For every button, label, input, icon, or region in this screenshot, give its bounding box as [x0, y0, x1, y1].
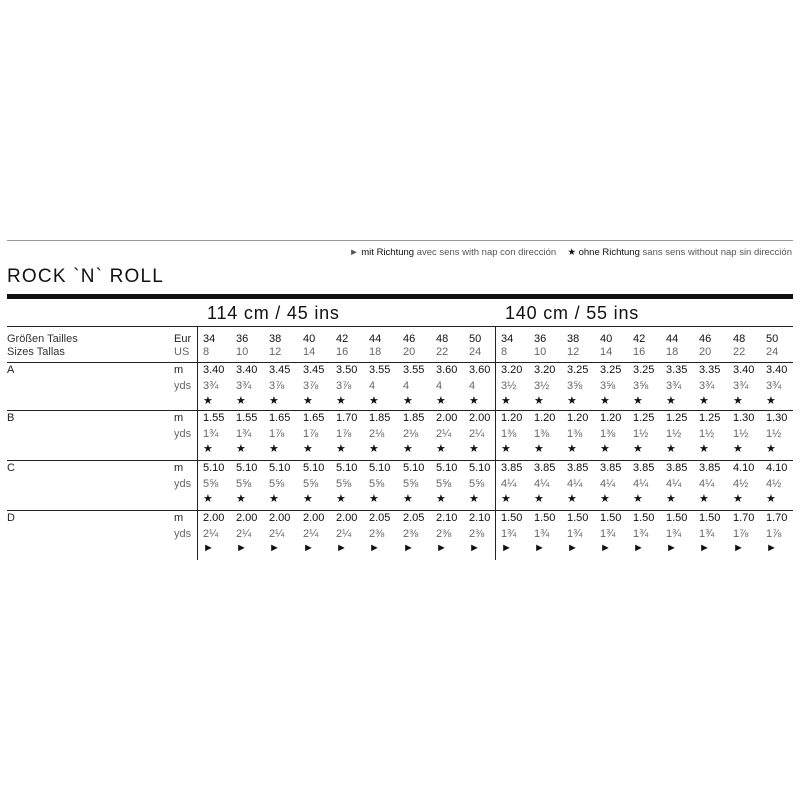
us-size: 20 [699, 346, 712, 358]
yards-value: 3⅞ [303, 380, 319, 392]
row-rule-d [7, 510, 793, 511]
meters-value: 4.10 [733, 462, 755, 474]
with-nap-label-en: with nap [462, 247, 498, 258]
meters-value: 2.00 [236, 512, 258, 524]
yards-value: 1¾ [600, 528, 616, 540]
without-nap-marker: ★ [336, 493, 346, 505]
without-nap-marker: ★ [699, 443, 709, 455]
eur-size: 44 [369, 333, 382, 345]
meters-value: 2.05 [369, 512, 391, 524]
without-nap-marker: ★ [699, 493, 709, 505]
meters-value: 3.40 [766, 364, 788, 376]
meters-value: 1.50 [600, 512, 622, 524]
us-size: 8 [501, 346, 508, 358]
yards-value: 2⅜ [469, 528, 485, 540]
unit-yds: yds [174, 380, 192, 392]
meters-value: 3.50 [336, 364, 358, 376]
without-nap-marker: ★ [403, 493, 413, 505]
meters-value: 5.10 [336, 462, 358, 474]
without-nap-marker: ★ [501, 443, 511, 455]
without-nap-marker: ★ [269, 395, 279, 407]
yards-value: 4¼ [501, 478, 517, 490]
with-nap-marker: ► [403, 542, 414, 554]
row-rule-c [7, 460, 793, 461]
eur-size: 38 [269, 333, 282, 345]
yards-value: 5⅝ [369, 478, 385, 490]
without-nap-marker: ★ [699, 395, 709, 407]
meters-value: 5.10 [269, 462, 291, 474]
without-nap-marker: ★ [336, 395, 346, 407]
row-rule-a [7, 362, 793, 363]
without-nap-marker: ★ [336, 443, 346, 455]
yards-value: 1⅞ [269, 428, 285, 440]
yards-value: 3¾ [699, 380, 715, 392]
yards-value: 1¾ [666, 528, 682, 540]
without-nap-marker: ★ [303, 395, 313, 407]
without-nap-marker: ★ [666, 395, 676, 407]
meters-value: 1.25 [699, 412, 721, 424]
meters-value: 3.60 [469, 364, 491, 376]
yards-value: 5⅝ [403, 478, 419, 490]
meters-value: 2.00 [303, 512, 325, 524]
header-rule [7, 326, 793, 327]
us-size: 24 [469, 346, 482, 358]
with-nap-marker: ► [203, 542, 214, 554]
without-nap-marker: ★ [403, 443, 413, 455]
yards-value: 3½ [534, 380, 550, 392]
meters-value: 1.20 [501, 412, 523, 424]
us-size: 22 [733, 346, 746, 358]
without-nap-marker: ★ [236, 395, 246, 407]
yards-value: 1⅜ [567, 428, 583, 440]
eur-size: 40 [600, 333, 613, 345]
without-nap-marker: ★ [203, 443, 213, 455]
yards-value: 5⅝ [203, 478, 219, 490]
eur-size: 34 [203, 333, 216, 345]
yards-value: 1½ [766, 428, 782, 440]
without-nap-marker: ★ [666, 443, 676, 455]
us-size: 8 [203, 346, 210, 358]
us-size: 14 [303, 346, 316, 358]
row-rule-b [7, 410, 793, 411]
eur-size: 40 [303, 333, 316, 345]
without-nap-label-de: ohne Richtung [578, 247, 640, 258]
meters-value: 3.25 [633, 364, 655, 376]
yards-value: 5⅝ [336, 478, 352, 490]
yards-value: 3⅝ [600, 380, 616, 392]
yards-value: 1½ [733, 428, 749, 440]
without-nap-marker: ★ [203, 493, 213, 505]
yards-value: 1¾ [236, 428, 252, 440]
without-nap-marker: ★ [534, 395, 544, 407]
yards-value: 2¼ [436, 428, 452, 440]
yards-value: 4 [403, 380, 410, 392]
yards-value: 1⅜ [501, 428, 517, 440]
without-nap-marker: ★ [469, 493, 479, 505]
meters-value: 5.10 [436, 462, 458, 474]
without-nap-marker: ★ [633, 493, 643, 505]
yards-value: 1¾ [501, 528, 517, 540]
yards-value: 2¼ [469, 428, 485, 440]
yards-value: 4¼ [534, 478, 550, 490]
with-nap-marker: ► [633, 542, 644, 554]
without-nap-marker: ★ [269, 493, 279, 505]
eur-size: 42 [336, 333, 349, 345]
eur-size: 38 [567, 333, 580, 345]
without-nap-marker: ★ [501, 395, 511, 407]
with-nap-marker: ► [733, 542, 744, 554]
meters-value: 2.10 [436, 512, 458, 524]
yards-value: 3½ [501, 380, 517, 392]
meters-value: 3.55 [403, 364, 425, 376]
view-label-d: D [7, 512, 15, 524]
meters-value: 3.35 [666, 364, 688, 376]
unit-yds: yds [174, 528, 192, 540]
yards-value: 5⅝ [236, 478, 252, 490]
with-nap-marker: ► [699, 542, 710, 554]
yards-value: 3¾ [766, 380, 782, 392]
meters-value: 3.85 [699, 462, 721, 474]
without-nap-marker: ★ [469, 443, 479, 455]
meters-value: 3.25 [600, 364, 622, 376]
yards-value: 1⅞ [733, 528, 749, 540]
meters-value: 1.85 [403, 412, 425, 424]
yards-value: 2¼ [236, 528, 252, 540]
without-nap-marker: ★ [567, 395, 577, 407]
meters-value: 1.50 [633, 512, 655, 524]
meters-value: 5.10 [236, 462, 258, 474]
meters-value: 3.60 [436, 364, 458, 376]
yards-value: 4½ [733, 478, 749, 490]
without-nap-marker: ★ [303, 493, 313, 505]
meters-value: 3.85 [534, 462, 556, 474]
yards-value: 4¼ [567, 478, 583, 490]
without-nap-marker: ★ [403, 395, 413, 407]
without-nap-symbol: ★ [567, 247, 576, 258]
without-nap-marker: ★ [436, 395, 446, 407]
eur-size: 50 [766, 333, 779, 345]
unit-m: m [174, 364, 184, 376]
yards-value: 3¾ [203, 380, 219, 392]
meters-value: 2.10 [469, 512, 491, 524]
meters-value: 2.00 [336, 512, 358, 524]
us-size: 24 [766, 346, 779, 358]
yards-value: 2¼ [303, 528, 319, 540]
yards-value: 5⅝ [436, 478, 452, 490]
yards-value: 2⅛ [369, 428, 385, 440]
with-nap-marker: ► [236, 542, 247, 554]
fabric-width-140: 140 cm / 55 ins [505, 303, 640, 323]
meters-value: 3.55 [369, 364, 391, 376]
yards-value: 3⅞ [269, 380, 285, 392]
meters-value: 3.40 [733, 364, 755, 376]
yards-value: 1¾ [699, 528, 715, 540]
eur-size: 46 [699, 333, 712, 345]
yards-value: 1½ [699, 428, 715, 440]
yards-value: 2⅛ [403, 428, 419, 440]
meters-value: 3.40 [203, 364, 225, 376]
yards-value: 1⅞ [336, 428, 352, 440]
yards-value: 3¾ [236, 380, 252, 392]
meters-value: 1.65 [303, 412, 325, 424]
meters-value: 1.30 [766, 412, 788, 424]
without-nap-marker: ★ [203, 395, 213, 407]
yards-value: 1⅜ [534, 428, 550, 440]
yards-value: 3⅝ [567, 380, 583, 392]
meters-value: 5.10 [203, 462, 225, 474]
with-nap-marker: ► [436, 542, 447, 554]
with-nap-marker: ► [600, 542, 611, 554]
yards-value: 3¾ [666, 380, 682, 392]
meters-value: 3.85 [501, 462, 523, 474]
without-nap-marker: ★ [666, 493, 676, 505]
yards-value: 4¼ [633, 478, 649, 490]
us-size: 16 [336, 346, 349, 358]
meters-value: 2.00 [203, 512, 225, 524]
with-nap-marker: ► [469, 542, 480, 554]
without-nap-label-en: without nap [687, 247, 737, 258]
with-nap-marker: ► [666, 542, 677, 554]
without-nap-marker: ★ [567, 443, 577, 455]
meters-value: 1.20 [567, 412, 589, 424]
title-rule [7, 294, 793, 299]
without-nap-marker: ★ [766, 443, 776, 455]
yards-value: 4½ [766, 478, 782, 490]
yards-value: 5⅝ [303, 478, 319, 490]
eur-size: 50 [469, 333, 482, 345]
without-nap-marker: ★ [733, 443, 743, 455]
meters-value: 1.65 [269, 412, 291, 424]
yards-value: 1¾ [633, 528, 649, 540]
yards-value: 1⅞ [766, 528, 782, 540]
us-size: 20 [403, 346, 416, 358]
meters-value: 1.30 [733, 412, 755, 424]
yards-value: 1½ [633, 428, 649, 440]
meters-value: 3.45 [269, 364, 291, 376]
nap-legend [349, 247, 792, 258]
without-nap-marker: ★ [600, 395, 610, 407]
yards-value: 1⅞ [303, 428, 319, 440]
with-nap-marker: ► [501, 542, 512, 554]
without-nap-label-es: sin dirección [739, 247, 792, 258]
with-nap-marker: ► [766, 542, 777, 554]
yards-value: 4¼ [600, 478, 616, 490]
without-nap-marker: ★ [633, 443, 643, 455]
without-nap-marker: ★ [436, 443, 446, 455]
sizes-label-line1: Größen Tailles [7, 333, 78, 345]
with-nap-marker: ► [567, 542, 578, 554]
meters-value: 3.20 [501, 364, 523, 376]
pattern-title: ROCK `N` ROLL [7, 266, 165, 287]
meters-value: 5.10 [403, 462, 425, 474]
yards-value: 1¾ [567, 528, 583, 540]
without-nap-marker: ★ [236, 443, 246, 455]
unit-column-divider [197, 326, 198, 560]
with-nap-label-de: mit Richtung [361, 247, 415, 258]
yards-value: 1¾ [203, 428, 219, 440]
meters-value: 1.70 [733, 512, 755, 524]
yards-value: 4¼ [666, 478, 682, 490]
meters-value: 1.20 [534, 412, 556, 424]
unit-m: m [174, 412, 184, 424]
eur-label: Eur [174, 333, 192, 345]
us-size: 12 [269, 346, 282, 358]
yards-value: 2⅜ [369, 528, 385, 540]
fabric-width-114: 114 cm / 45 ins [207, 303, 340, 323]
meters-value: 1.20 [600, 412, 622, 424]
us-size: 10 [236, 346, 249, 358]
without-nap-marker: ★ [534, 493, 544, 505]
yards-value: 1¾ [534, 528, 550, 540]
meters-value: 3.45 [303, 364, 325, 376]
eur-size: 46 [403, 333, 416, 345]
with-nap-label-es: con dirección [500, 247, 557, 258]
without-nap-marker: ★ [269, 443, 279, 455]
meters-value: 2.00 [436, 412, 458, 424]
meters-value: 3.25 [567, 364, 589, 376]
yards-value: 2⅜ [403, 528, 419, 540]
meters-value: 1.25 [666, 412, 688, 424]
with-nap-marker: ► [336, 542, 347, 554]
view-label-a: A [7, 364, 15, 376]
yards-value: 5⅝ [469, 478, 485, 490]
meters-value: 1.25 [633, 412, 655, 424]
us-size: 18 [666, 346, 679, 358]
meters-value: 2.00 [269, 512, 291, 524]
without-nap-marker: ★ [369, 395, 379, 407]
unit-m: m [174, 462, 184, 474]
yards-value: 5⅝ [269, 478, 285, 490]
meters-value: 3.85 [633, 462, 655, 474]
us-label: US [174, 346, 190, 358]
without-nap-marker: ★ [534, 443, 544, 455]
with-nap-marker: ► [303, 542, 314, 554]
eur-size: 34 [501, 333, 514, 345]
without-nap-marker: ★ [236, 493, 246, 505]
us-size: 22 [436, 346, 449, 358]
view-label-c: C [7, 462, 15, 474]
without-nap-marker: ★ [600, 443, 610, 455]
yards-value: 4 [469, 380, 476, 392]
yards-value: 2⅜ [436, 528, 452, 540]
without-nap-marker: ★ [766, 395, 776, 407]
meters-value: 4.10 [766, 462, 788, 474]
meters-value: 2.00 [469, 412, 491, 424]
yards-value: 2¼ [269, 528, 285, 540]
meters-value: 3.35 [699, 364, 721, 376]
without-nap-marker: ★ [766, 493, 776, 505]
without-nap-marker: ★ [600, 493, 610, 505]
yards-value: 1⅜ [600, 428, 616, 440]
unit-m: m [174, 512, 184, 524]
meters-value: 3.85 [600, 462, 622, 474]
meters-value: 3.40 [236, 364, 258, 376]
without-nap-marker: ★ [733, 493, 743, 505]
yards-value: 3¾ [733, 380, 749, 392]
with-nap-marker: ► [369, 542, 380, 554]
eur-size: 36 [236, 333, 249, 345]
us-size: 16 [633, 346, 646, 358]
meters-value: 1.50 [501, 512, 523, 524]
eur-size: 48 [733, 333, 746, 345]
unit-yds: yds [174, 478, 192, 490]
meters-value: 1.50 [534, 512, 556, 524]
yards-value: 3⅝ [633, 380, 649, 392]
without-nap-marker: ★ [633, 395, 643, 407]
yards-value: 4 [369, 380, 376, 392]
with-nap-symbol: ► [349, 247, 359, 258]
us-size: 14 [600, 346, 613, 358]
meters-value: 1.70 [766, 512, 788, 524]
with-nap-marker: ► [534, 542, 545, 554]
unit-yds: yds [174, 428, 192, 440]
us-size: 12 [567, 346, 580, 358]
eur-size: 42 [633, 333, 646, 345]
eur-size: 48 [436, 333, 449, 345]
meters-value: 1.55 [203, 412, 225, 424]
with-nap-label-fr: avec sens [416, 247, 460, 258]
without-nap-marker: ★ [436, 493, 446, 505]
us-size: 10 [534, 346, 547, 358]
yards-value: 3⅞ [336, 380, 352, 392]
without-nap-marker: ★ [733, 395, 743, 407]
yards-value: 2¼ [336, 528, 352, 540]
meters-value: 1.55 [236, 412, 258, 424]
yards-value: 1½ [666, 428, 682, 440]
width-column-divider [495, 326, 496, 560]
meters-value: 3.85 [567, 462, 589, 474]
meters-value: 5.10 [469, 462, 491, 474]
meters-value: 3.20 [534, 364, 556, 376]
meters-value: 3.85 [666, 462, 688, 474]
view-label-b: B [7, 412, 15, 424]
meters-value: 2.05 [403, 512, 425, 524]
meters-value: 1.70 [336, 412, 358, 424]
with-nap-marker: ► [269, 542, 280, 554]
top-divider [7, 240, 793, 241]
meters-value: 1.50 [567, 512, 589, 524]
meters-value: 1.85 [369, 412, 391, 424]
without-nap-marker: ★ [303, 443, 313, 455]
without-nap-marker: ★ [369, 443, 379, 455]
meters-value: 5.10 [369, 462, 391, 474]
meters-value: 5.10 [303, 462, 325, 474]
yards-value: 2¼ [203, 528, 219, 540]
meters-value: 1.50 [699, 512, 721, 524]
without-nap-label-fr: sans sens [642, 247, 686, 258]
without-nap-marker: ★ [501, 493, 511, 505]
yards-value: 4 [436, 380, 443, 392]
without-nap-marker: ★ [469, 395, 479, 407]
meters-value: 1.50 [666, 512, 688, 524]
yards-value: 4¼ [699, 478, 715, 490]
sizes-label-line2: Sizes Tallas [7, 346, 65, 358]
without-nap-marker: ★ [567, 493, 577, 505]
us-size: 18 [369, 346, 382, 358]
eur-size: 36 [534, 333, 547, 345]
without-nap-marker: ★ [369, 493, 379, 505]
eur-size: 44 [666, 333, 679, 345]
